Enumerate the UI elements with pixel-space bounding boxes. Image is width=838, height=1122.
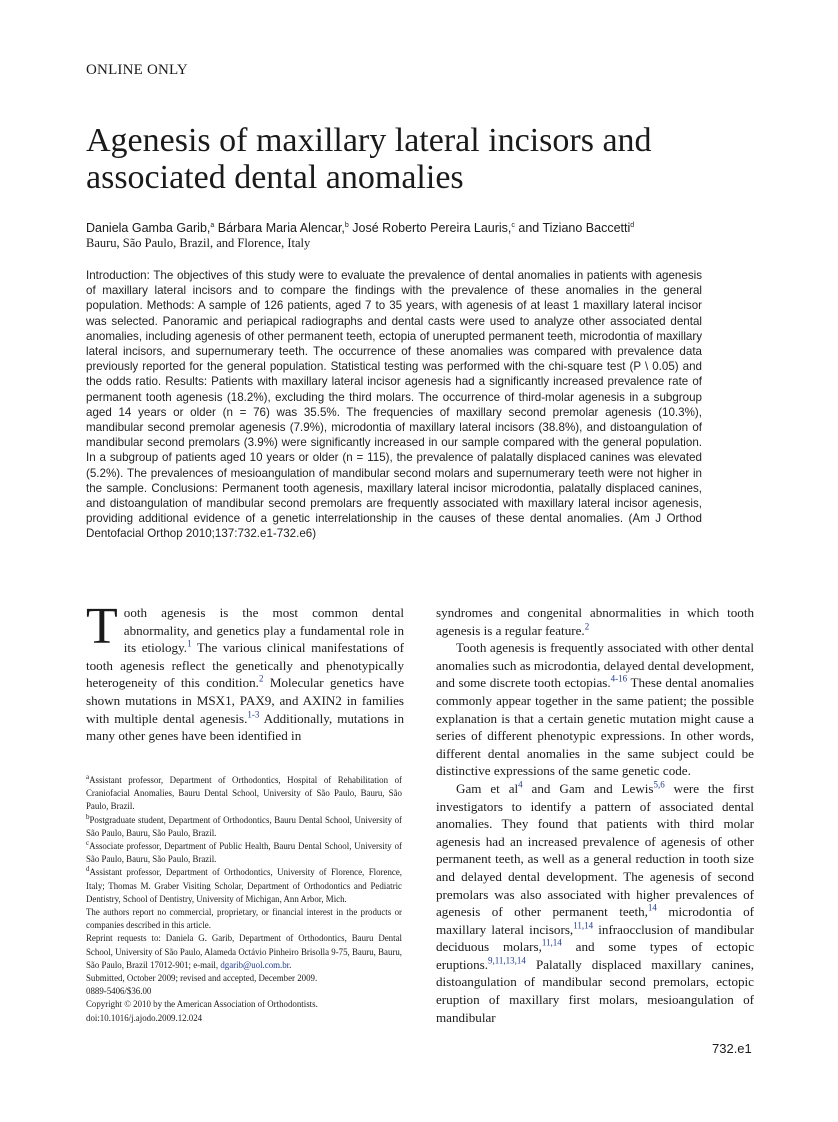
body-paragraph bbox=[436, 780, 754, 1026]
body-paragraph bbox=[436, 604, 754, 639]
body-text: syndromes and congenital abnormalities in which tooth agenesis is a regular feature. bbox=[436, 605, 754, 638]
citation-link[interactable]: 1-3 bbox=[247, 709, 260, 720]
footnote-c bbox=[86, 840, 402, 866]
citation-link[interactable]: 5,6 bbox=[653, 779, 665, 790]
author-affiliation: Bauru, São Paulo, Brazil, and Florence, Italy bbox=[86, 236, 311, 250]
author-name: Bárbara Maria Alencar, bbox=[214, 221, 345, 235]
author-name: and Tiziano Baccetti bbox=[514, 221, 631, 235]
reprint-requests bbox=[86, 932, 402, 972]
footnote-text: Assistant professor, Department of Orthodontics, University of Florence, Florence, Italy; Thomas M. Graber Visiting Scholar, Department of Orthodontics and Pediatric Dentistry, School of Dentistry, University of Michigan, Ann Arbor, Mich. bbox=[86, 867, 402, 904]
drop-cap: T bbox=[86, 598, 118, 655]
citation-link[interactable]: 11,14 bbox=[573, 920, 594, 931]
citation-link[interactable]: 9,11,13,14 bbox=[488, 955, 526, 966]
body-paragraph bbox=[86, 598, 405, 745]
title-line-1: Agenesis of maxillary lateral incisors and bbox=[86, 122, 652, 159]
footnote-d bbox=[86, 866, 402, 906]
citation-link[interactable]: 1 bbox=[187, 638, 192, 649]
footnotes bbox=[86, 774, 402, 1025]
article-title bbox=[86, 122, 766, 196]
email-link[interactable]: dgarib@uol.com.br bbox=[220, 959, 290, 970]
author-name: Daniela Gamba Garib, bbox=[86, 221, 211, 235]
footnote-text: Postgraduate student, Department of Orthodontics, Bauru Dental School, University of São Paulo, Bauru, São Paulo, Brazil. bbox=[86, 814, 402, 838]
author-name: José Roberto Pereira Lauris, bbox=[348, 221, 512, 235]
footnote-text: Reprint requests to: Daniela G. Garib, Department of Orthodontics, Bauru Dental School, University of São Paulo, Alameda Octávio Pinheiro Brisolla 9-75, Bauru, Bauru, São Paulo, Brazil 17012-901; e-mail, bbox=[86, 933, 403, 970]
body-text: Additionally, mutations in many other genes have been identified in bbox=[86, 710, 404, 744]
author-mark: b bbox=[344, 221, 349, 229]
issn: 0889-5406/$36.00 bbox=[86, 986, 152, 997]
title-line-2: associated dental anomalies bbox=[86, 159, 464, 196]
footnote-text: . bbox=[289, 959, 292, 970]
body-text: and some types of ectopic eruptions. bbox=[436, 939, 755, 972]
body-text: The various clinical manifestations of tooth agenesis reflect the genetically and phenotypically heterogeneity of this condition. bbox=[86, 640, 405, 691]
footnote-mark: c bbox=[86, 839, 90, 848]
body-text: were the first investigators to identify a pattern of associated dental anomalies. They found that patients with third molar agenesis had an increased prevalence of agenesis of other permanent teeth, as well as a general reduction in tooth size and delayed dental development. The agenesis of second premolars was also associated with higher prevalences of agenesis of other permanent teeth, bbox=[436, 780, 754, 920]
doi: doi:10.1016/j.ajodo.2009.12.024 bbox=[86, 1012, 203, 1023]
body-text: microdontia of maxillary lateral incisors, bbox=[436, 904, 754, 937]
body-text: Molecular genetics have shown mutations in MSX1, PAX9, and AXIN2 in families with multiple dental agenesis. bbox=[86, 675, 405, 726]
abstract: Introduction: The objectives of this study were to evaluate the prevalence of dental anomalies in patients with agenesis of maxillary lateral incisors and to compare the findings with the prevalence of these anomalies in the general population. Methods: A sample of 126 patients, aged 7 to 35 years, with agenesis of at least 1 maxillary lateral incisor was selected. Panoramic and periapical radiographs and dental casts were used to analyze other associated dental anomalies, including agenesis of other permanent teeth, ectopia of unerupted permanent teeth, microdontia of maxillary lateral incisors, and supernumerary teeth. The occurrence of these anomalies was compared with prevalence data previously reported for the general population. Statistical testing was performed with the chi-square test (P \ 0.05) and the odds ratio. Results: Patients with maxillary lateral incisor agenesis had a significantly increased prevalence rate of permanent tooth agenesis (18.2%), excluding the third molars. The occurrence of third-molar agenesis in a subgroup aged 14 years or older (n = 76) was 35.5%. The frequencies of maxillary second premolar agenesis (10.3%), mandibular second premolar agenesis (7.9%), microdontia of maxillary lateral incisors (38.8%), and distoangulation of mandibular second premolars (3.9%) were significantly increased in our sample compared with the general population. In a subgroup of patients aged 10 years or older (n = 115), the prevalence of palatally displaced canines was elevated (5.2%). The prevalences of mesioangulation of mandibular second molars and supernumerary teeth were not higher in the sample. Conclusions: Permanent tooth agenesis, maxillary lateral incisor microdontia, palatally displaced canines, and distoangulation of mandibular second premolars are frequently associated with maxillary lateral incisor agenesis, providing additional evidence of a genetic interrelationship in the causes of these dental anomalies. (Am J Orthod Dentofacial Orthop 2010;137:732.e1-732.e6) bbox=[86, 269, 702, 541]
body-text: Palatally displaced maxillary canines, distoangulation of mandibular second premolars, ectopic eruption of maxillary first molars, mesioangulation of mandibular bbox=[436, 956, 754, 1025]
section-label: ONLINE ONLY bbox=[86, 62, 188, 78]
footnote-mark: a bbox=[86, 773, 90, 782]
author-list bbox=[86, 219, 766, 237]
body-text: Tooth agenesis is frequently associated with other dental anomalies such as microdontia, delayed dental development, and some discrete tooth ectopias. bbox=[436, 640, 754, 691]
author-mark: c bbox=[511, 221, 515, 229]
body-text: Gam et al bbox=[456, 780, 519, 796]
footnote-text: Assistant professor, Department of Orthodontics, Hospital of Rehabilitation of Craniofacial Anomalies, Bauru Dental School, University of São Paulo, Bauru, São Paulo, Brazil. bbox=[86, 775, 402, 812]
page-number: 732.e1 bbox=[712, 1041, 752, 1056]
copyright: Copyright © 2010 by the American Association of Orthodontists. bbox=[86, 999, 318, 1010]
author-mark: a bbox=[210, 221, 215, 229]
citation-link[interactable]: 14 bbox=[647, 902, 657, 913]
footnote-a bbox=[86, 774, 402, 814]
body-column-right bbox=[436, 604, 754, 1026]
body-text: infraocclusion of mandibular deciduous molars, bbox=[436, 921, 754, 955]
body-text: and Gam and Lewis bbox=[522, 780, 654, 796]
citation-link[interactable]: 2 bbox=[258, 674, 264, 685]
footnote-text: Associate professor, Department of Public Health, Bauru Dental School, University of São Paulo, Bauru, São Paulo, Brazil. bbox=[86, 841, 402, 865]
footnote-mark: b bbox=[86, 812, 90, 821]
author-mark: d bbox=[630, 221, 635, 229]
citation-link[interactable]: 4-16 bbox=[610, 674, 628, 685]
submission-dates: Submitted, October 2009; revised and accepted, December 2009. bbox=[86, 973, 318, 984]
footnote-mark: d bbox=[86, 865, 90, 874]
body-text: ooth agenesis is the most common dental abnormality, and genetics play a fundamental role in its etiology. bbox=[123, 605, 404, 656]
citation-link[interactable]: 11,14 bbox=[541, 937, 562, 948]
footnote-b bbox=[86, 814, 402, 840]
conflict-of-interest: The authors report no commercial, proprietary, or financial interest in the products or companies described in this article. bbox=[86, 907, 402, 931]
body-column-left bbox=[86, 598, 405, 745]
body-paragraph bbox=[436, 639, 754, 780]
citation-link[interactable]: 2 bbox=[584, 621, 590, 632]
body-text: These dental anomalies commonly appear together in the same patient; the possible explanation is that a certain genetic mutation might cause a series of different phenotypic expressions. In other words, different dental anomalies in the same subject could be distinctive expressions of the same genetic code. bbox=[436, 675, 754, 779]
citation-link[interactable]: 4 bbox=[518, 779, 523, 790]
